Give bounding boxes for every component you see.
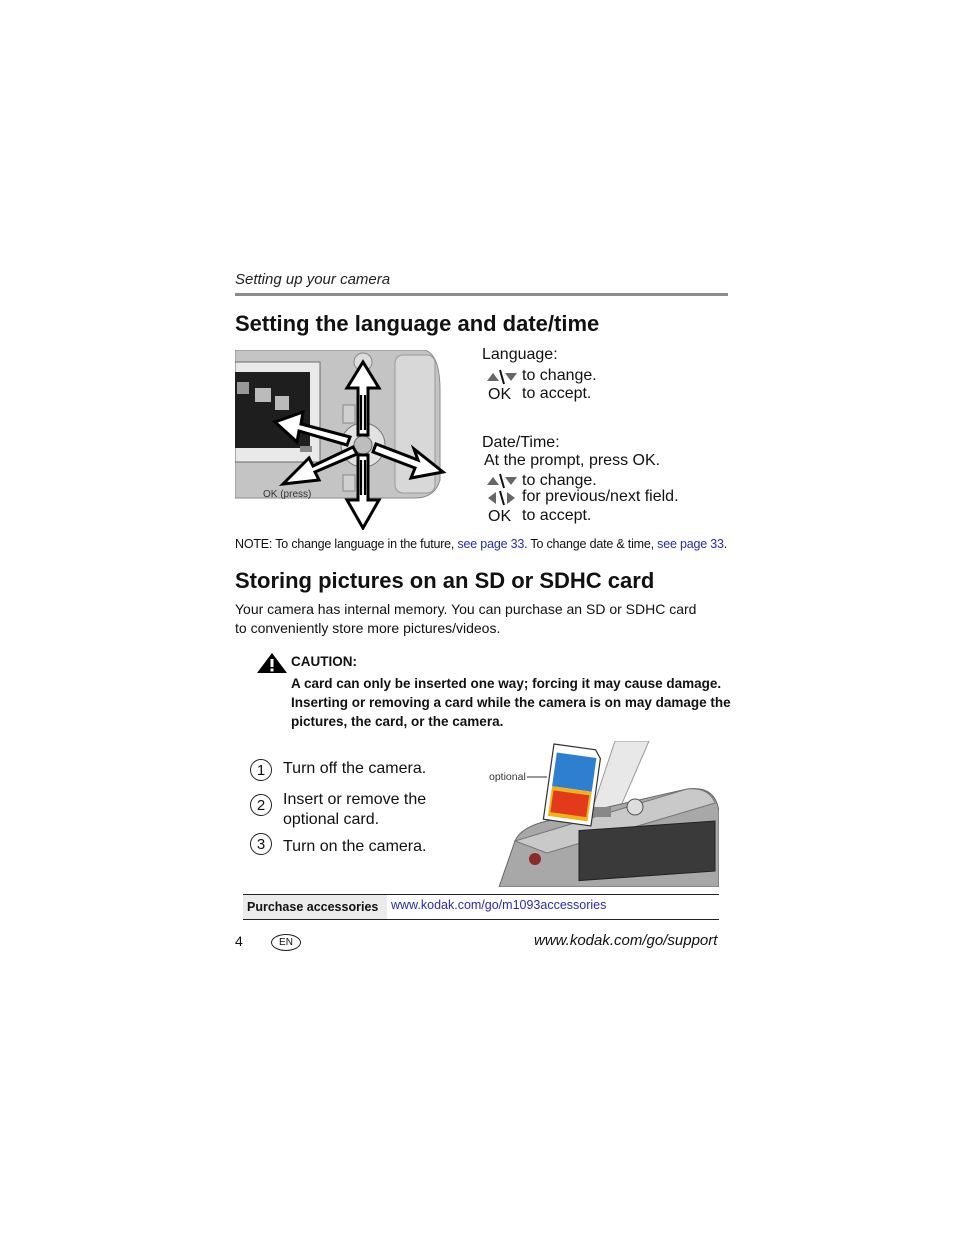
step-number: 3 (250, 833, 272, 855)
datetime-prompt: At the prompt, press OK. (484, 452, 661, 469)
step-text: Turn off the camera. (283, 760, 427, 777)
step-text: Turn on the camera. (283, 838, 427, 855)
sd-card-insertion-illustration (487, 741, 719, 887)
ok-press-label: OK (press) (263, 489, 312, 500)
section-body: Your camera has internal memory. You can purchase an SD or SDHC card to conveniently store more pictures/videos. (235, 601, 697, 636)
note: NOTE: To change language in the future, see page 33. To change date & time, see page 33. (235, 537, 728, 551)
running-head: Setting up your camera (235, 271, 391, 288)
datetime-change-text: to change. (522, 472, 597, 489)
datetime-label: Date/Time: (482, 434, 560, 451)
step-text: Insert or remove the optional card. (283, 791, 427, 828)
accessories-label: Purchase accessories (243, 895, 387, 919)
ok-icon: OK (488, 508, 512, 525)
optional-card-label: optional (489, 771, 526, 783)
accessories-link[interactable]: www.kodak.com/go/m1093accessories (391, 898, 607, 912)
section-title-storing: Storing pictures on an SD or SDHC card (235, 568, 655, 593)
step-number: 2 (250, 794, 272, 816)
see-page-link[interactable]: see page 33 (457, 537, 525, 551)
language-label: Language: (482, 346, 558, 363)
see-page-link[interactable]: see page 33 (657, 537, 724, 551)
datetime-field-text: for previous/next field. (522, 488, 679, 505)
datetime-accept-text: to accept. (522, 507, 592, 524)
footer-url[interactable]: www.kodak.com/go/support (534, 932, 718, 949)
camera-arrows-illustration (235, 350, 455, 530)
ok-icon: OK (488, 386, 512, 403)
page-number: 4 (235, 933, 243, 949)
language-change-text: to change. (522, 367, 597, 384)
step-number: 1 (250, 759, 272, 781)
table-bottom-rule (243, 919, 719, 920)
language-badge: EN (271, 934, 301, 951)
caution-title: CAUTION: (291, 654, 357, 669)
header-rule (235, 293, 728, 296)
caution-body: A card can only be inserted one way; forcing it may cause damage. Inserting or removing a card while the camera is on may damage the pictures, the card, or the camera. (291, 676, 731, 729)
language-accept-text: to accept. (522, 385, 592, 402)
warning-icon (256, 652, 288, 679)
section-title-language: Setting the language and date/time (235, 311, 600, 336)
